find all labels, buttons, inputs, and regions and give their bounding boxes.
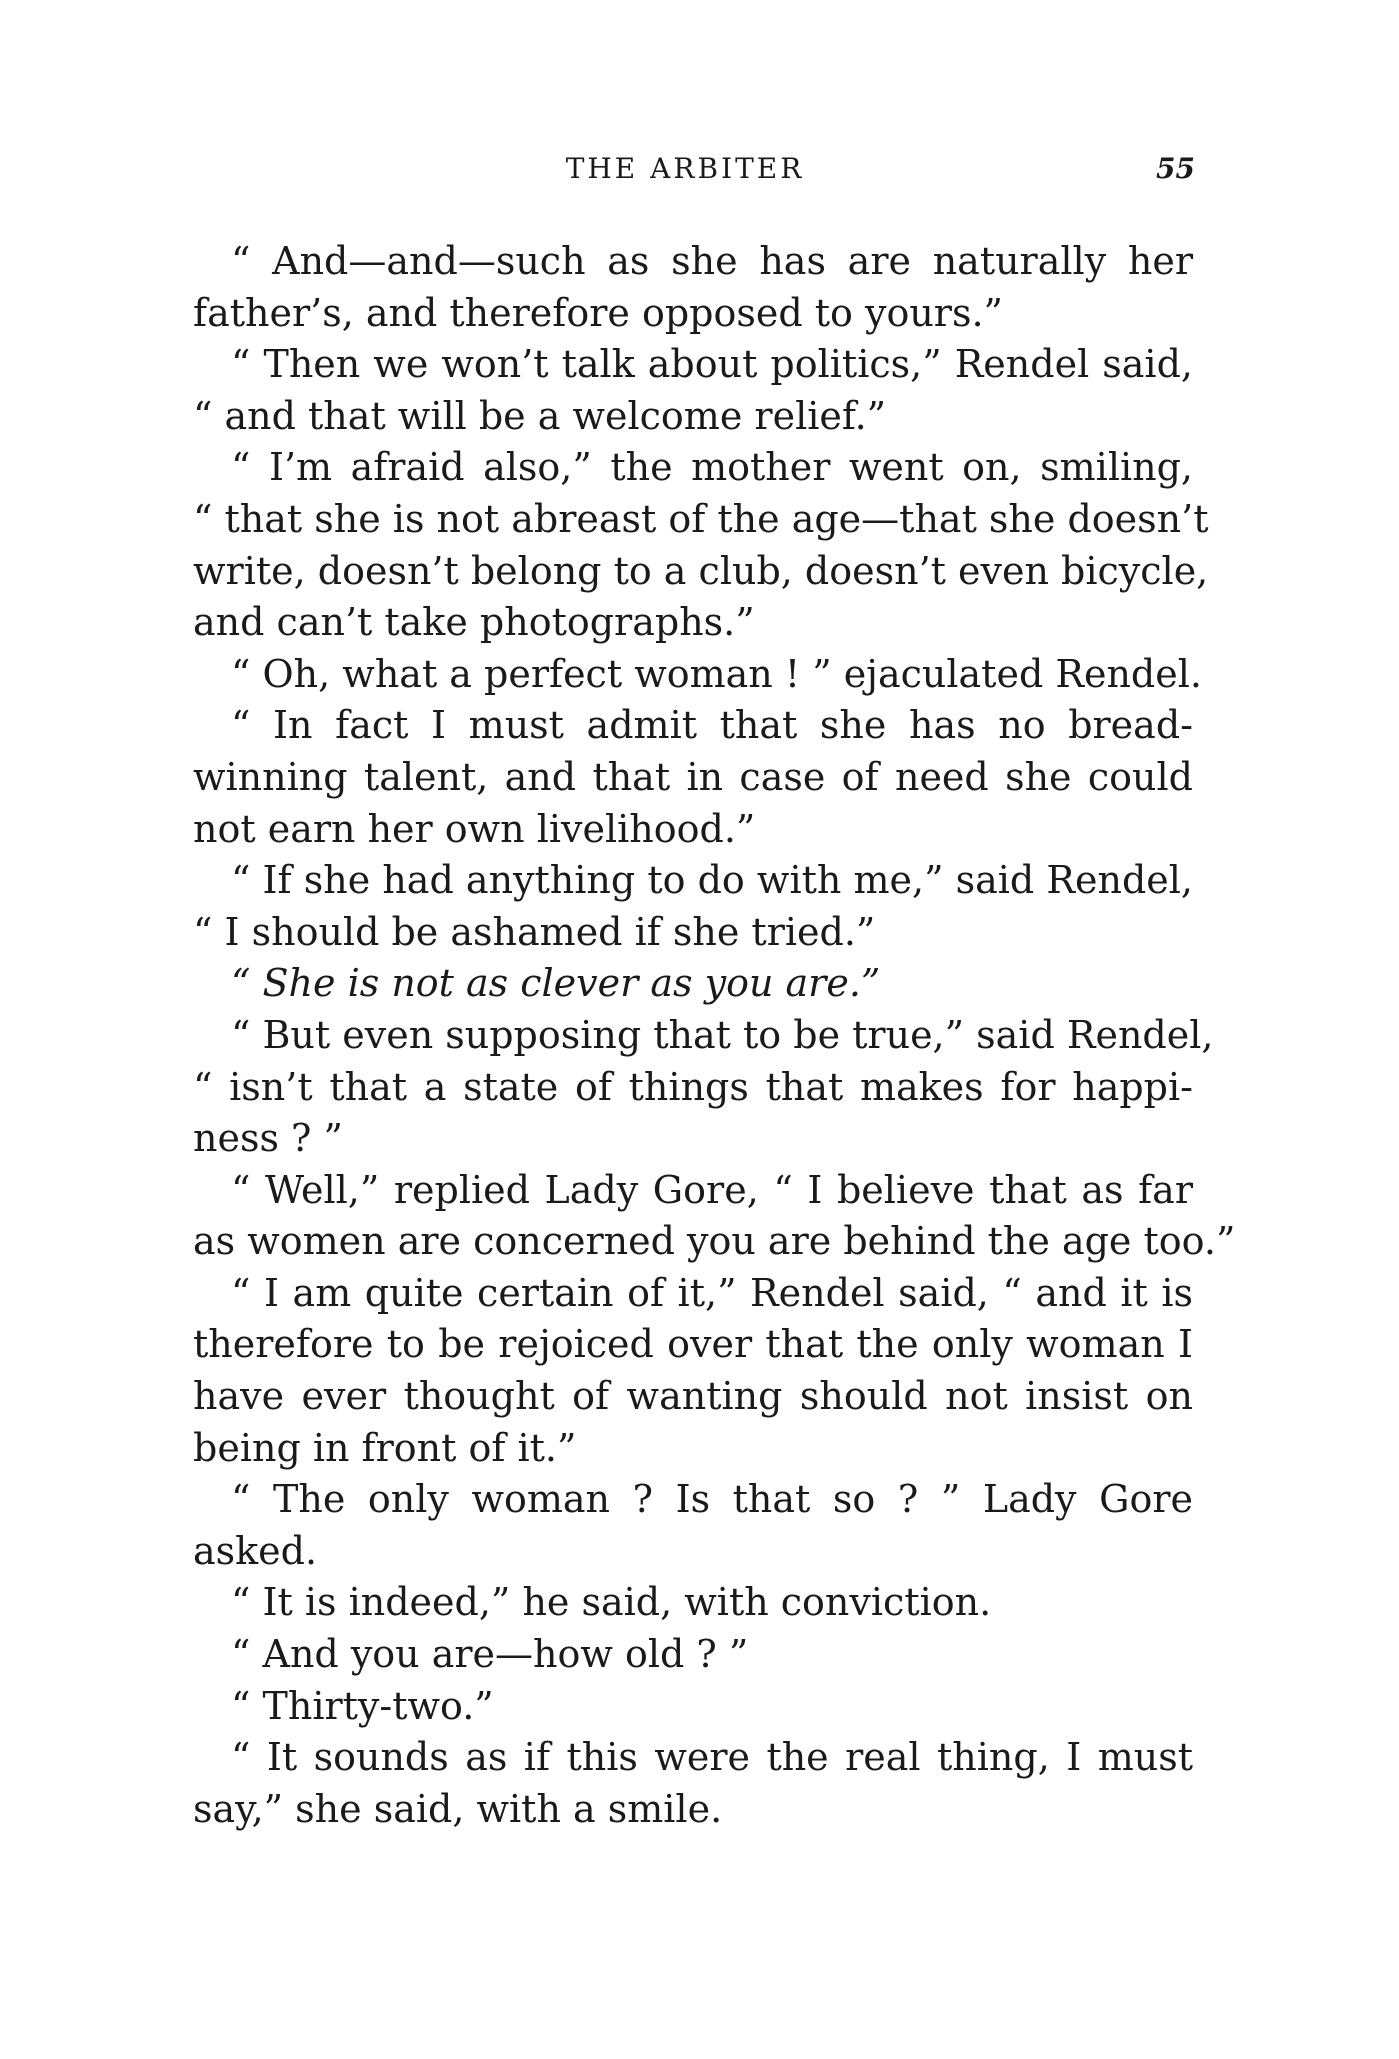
text-line: “ Oh, what a perfect woman ! ” ejaculated Rendel.: [231, 651, 1202, 696]
text-line: “ Thirty-two.”: [231, 1683, 494, 1728]
text-line: father’s, and therefore opposed to yours.”: [193, 290, 1003, 335]
text-line: “ The only woman ? Is that so ? ” Lady Gore: [231, 1477, 1193, 1522]
text-line: “ isn’t that a state of things that makes for happi-: [193, 1064, 1193, 1109]
page-number: 55: [1156, 152, 1195, 185]
text-line: “ Then we won’t talk about politics,” Rendel said,: [231, 342, 1193, 387]
text-line: as women are concerned you are behind the age too.”: [193, 1219, 1236, 1264]
text-line: “ I’m afraid also,” the mother went on, smiling,: [231, 445, 1193, 490]
text-line: “ In fact I must admit that she has no bread-: [231, 703, 1193, 748]
text-line: and can’t take photographs.”: [193, 600, 755, 645]
text-line: “ And you are—how old ? ”: [231, 1632, 749, 1677]
text-line: “ It is indeed,” he said, with conviction.: [231, 1580, 992, 1625]
text-line: “ She is not as clever as you are.”: [231, 961, 881, 1006]
text-line: “ But even supposing that to be true,” said Rendel,: [231, 1012, 1214, 1057]
text-line: not earn her own livelihood.”: [193, 806, 756, 851]
text-line: “ It sounds as if this were the real thing, I must: [231, 1735, 1193, 1780]
running-head: [195, 152, 1195, 192]
text-line: “ I am quite certain of it,” Rendel said, “ and it is: [231, 1270, 1193, 1315]
text-line: winning talent, and that in case of need she could: [193, 754, 1193, 799]
text-line: “ Well,” replied Lady Gore, “ I believe that as far: [231, 1167, 1193, 1212]
text-line: “ And—and—such as she has are naturally her: [231, 239, 1193, 283]
text-line: “ If she had anything to do with me,” said Rendel,: [231, 858, 1193, 903]
text-line: asked.: [193, 1528, 318, 1573]
running-title: THE ARBITER: [565, 152, 805, 185]
text-line: “ that she is not abreast of the age—that she doesn’t: [193, 496, 1209, 541]
text-line: ness ? ”: [193, 1116, 343, 1161]
text-line: write, doesn’t belong to a club, doesn’t even bicycle,: [193, 548, 1209, 593]
text-line: say,” she said, with a smile.: [193, 1786, 723, 1831]
text-line: have ever thought of wanting should not insist on: [193, 1374, 1193, 1419]
text-line: being in front of it.”: [193, 1425, 577, 1470]
body-text: [193, 236, 1236, 1835]
text-line: therefore to be rejoiced over that the only woman I: [193, 1322, 1193, 1367]
text-line: “ and that will be a welcome relief.”: [193, 393, 887, 438]
text-line: “ I should be ashamed if she tried.”: [193, 909, 876, 954]
